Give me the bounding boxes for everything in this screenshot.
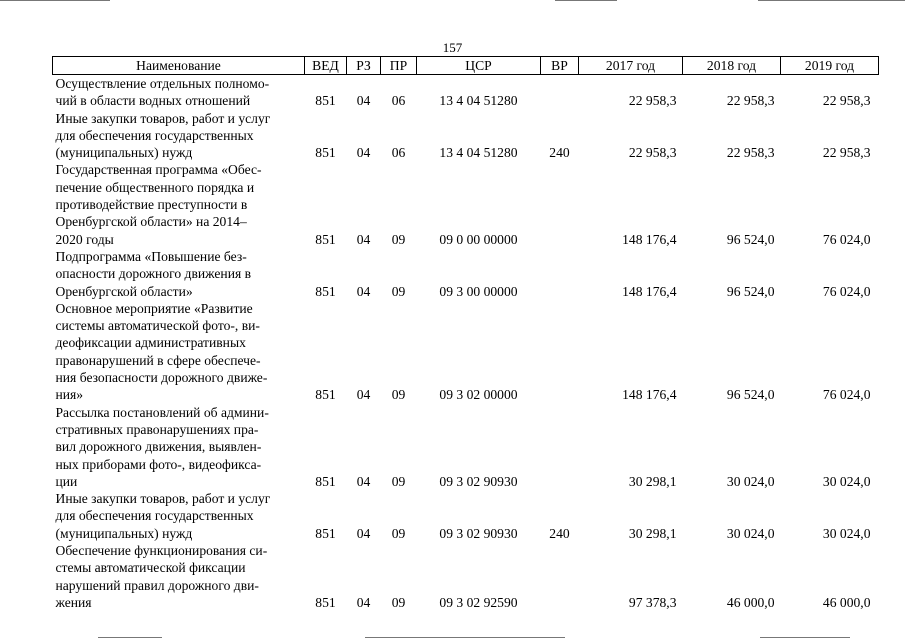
cell-csr: 13 4 04 51280 xyxy=(439,93,518,109)
header-2017: 2017 год xyxy=(579,57,683,75)
cell-y2018: 30 024,0 xyxy=(726,525,775,541)
cell-y2018: 30 024,0 xyxy=(726,473,775,489)
cell-ved: 851 xyxy=(315,231,336,247)
cell-ved: 851 xyxy=(315,93,336,109)
cell-name: Государственная программа «Обес- печение общественного порядка и противодействие преступности в Оренбургской области» на 2014– 2020 годы xyxy=(55,162,262,247)
cell-rz: 04 xyxy=(356,145,371,161)
cell-vr: 240 xyxy=(549,525,570,541)
cell-csr: 09 3 02 90930 xyxy=(439,525,518,541)
cell-csr: 09 3 02 00000 xyxy=(439,387,518,403)
cell-vr xyxy=(541,542,579,611)
cell-pr: 09 xyxy=(391,231,406,247)
page-number: 157 xyxy=(442,40,463,55)
cell-pr: 06 xyxy=(391,145,406,161)
cell-y2017: 148 176,4 xyxy=(622,231,677,247)
header-2018: 2018 год xyxy=(683,57,781,75)
cell-y2019: 76 024,0 xyxy=(822,387,871,403)
cell-pr: 09 xyxy=(391,387,406,403)
cell-name: Рассылка постановлений об админи- стративных правонарушениях пра- вил дорожного движения, выявлен- ных приборами фото-, видеофикса- ции xyxy=(55,404,269,489)
cell-y2019: 30 024,0 xyxy=(822,473,871,489)
cell-y2019: 22 958,3 xyxy=(822,93,871,109)
cell-csr: 09 0 00 00000 xyxy=(439,231,518,247)
cell-name: Иные закупки товаров, работ и услуг для обеспечения государственных (муниципальных) нужд xyxy=(55,110,271,161)
cell-ved: 851 xyxy=(315,473,336,489)
cell-pr: 06 xyxy=(391,93,406,109)
cell-ved: 851 xyxy=(315,525,336,541)
header-2019: 2019 год xyxy=(781,57,879,75)
cell-y2019: 76 024,0 xyxy=(822,283,871,299)
cell-y2017: 22 958,3 xyxy=(628,93,677,109)
cell-y2017: 22 958,3 xyxy=(628,145,677,161)
header-pr: ПР xyxy=(381,57,417,75)
cell-y2019: 22 958,3 xyxy=(822,145,871,161)
cell-vr xyxy=(541,300,579,404)
cell-name: Обеспечение функционирования си- стемы автоматической фиксации нарушений правил дорожного дви- жения xyxy=(55,543,268,610)
table-row xyxy=(53,75,879,110)
cell-vr: 240 xyxy=(549,145,570,161)
cell-name: Подпрограмма «Повышение без- опасности дорожного движения в Оренбургской области» xyxy=(55,248,252,299)
cell-csr: 13 4 04 51280 xyxy=(439,145,518,161)
top-edge-line-left xyxy=(0,0,110,1)
cell-name: Осуществление отдельных полномо- чий в области водных отношений xyxy=(55,76,270,109)
cell-y2018: 22 958,3 xyxy=(726,145,775,161)
top-edge-line-right xyxy=(758,0,905,1)
cell-y2017: 97 378,3 xyxy=(628,594,677,610)
bottom-edge-line-left xyxy=(98,637,162,638)
cell-y2018: 96 524,0 xyxy=(726,283,775,299)
table-row xyxy=(53,300,879,404)
budget-table xyxy=(52,56,879,611)
cell-vr xyxy=(541,248,579,300)
cell-pr: 09 xyxy=(391,283,406,299)
cell-y2017: 148 176,4 xyxy=(622,387,677,403)
cell-name: Иные закупки товаров, работ и услуг для обеспечения государственных (муниципальных) нужд xyxy=(55,491,271,541)
cell-rz: 04 xyxy=(356,525,371,541)
table-row xyxy=(53,490,879,542)
header-vr: ВР xyxy=(541,57,579,75)
cell-y2018: 46 000,0 xyxy=(726,594,775,610)
header-csr: ЦСР xyxy=(417,57,541,75)
bottom-edge-line-mid xyxy=(365,637,565,638)
header-rz: РЗ xyxy=(347,57,381,75)
table-row xyxy=(53,542,879,611)
cell-csr: 09 3 02 92590 xyxy=(439,594,518,610)
cell-rz: 04 xyxy=(356,93,371,109)
table-header-row xyxy=(53,57,879,75)
table-row xyxy=(53,248,879,300)
cell-ved: 851 xyxy=(315,387,336,403)
bottom-edge-line-right xyxy=(760,637,850,638)
cell-y2017: 148 176,4 xyxy=(622,283,677,299)
cell-pr: 09 xyxy=(391,473,406,489)
cell-csr: 09 3 02 90930 xyxy=(439,473,518,489)
table-row xyxy=(53,404,879,490)
cell-vr xyxy=(541,161,579,247)
cell-rz: 04 xyxy=(356,594,371,610)
cell-rz: 04 xyxy=(356,473,371,489)
cell-pr: 09 xyxy=(391,525,406,541)
cell-vr xyxy=(541,75,579,110)
cell-pr: 09 xyxy=(391,594,406,610)
cell-ved: 851 xyxy=(315,594,336,610)
cell-ved: 851 xyxy=(315,145,336,161)
table-row xyxy=(53,161,879,247)
header-ved: ВЕД xyxy=(305,57,347,75)
cell-y2017: 30 298,1 xyxy=(628,473,677,489)
cell-y2017: 30 298,1 xyxy=(628,525,677,541)
cell-rz: 04 xyxy=(356,387,371,403)
top-edge-line-mid xyxy=(555,0,617,1)
cell-name: Основное мероприятие «Развитие системы автоматической фото-, ви- деофиксации административных правонарушений в сфере обеспече- ния безопасности дорожного движе- ния» xyxy=(55,300,268,403)
cell-y2018: 22 958,3 xyxy=(726,93,775,109)
header-name: Наименование xyxy=(53,57,305,75)
cell-ved: 851 xyxy=(315,283,336,299)
cell-y2018: 96 524,0 xyxy=(726,387,775,403)
cell-vr xyxy=(541,404,579,490)
cell-y2019: 46 000,0 xyxy=(822,594,871,610)
cell-y2018: 96 524,0 xyxy=(726,231,775,247)
cell-y2019: 76 024,0 xyxy=(822,231,871,247)
cell-y2019: 30 024,0 xyxy=(822,525,871,541)
cell-rz: 04 xyxy=(356,231,371,247)
cell-csr: 09 3 00 00000 xyxy=(439,283,518,299)
cell-rz: 04 xyxy=(356,283,371,299)
table-row xyxy=(53,110,879,162)
